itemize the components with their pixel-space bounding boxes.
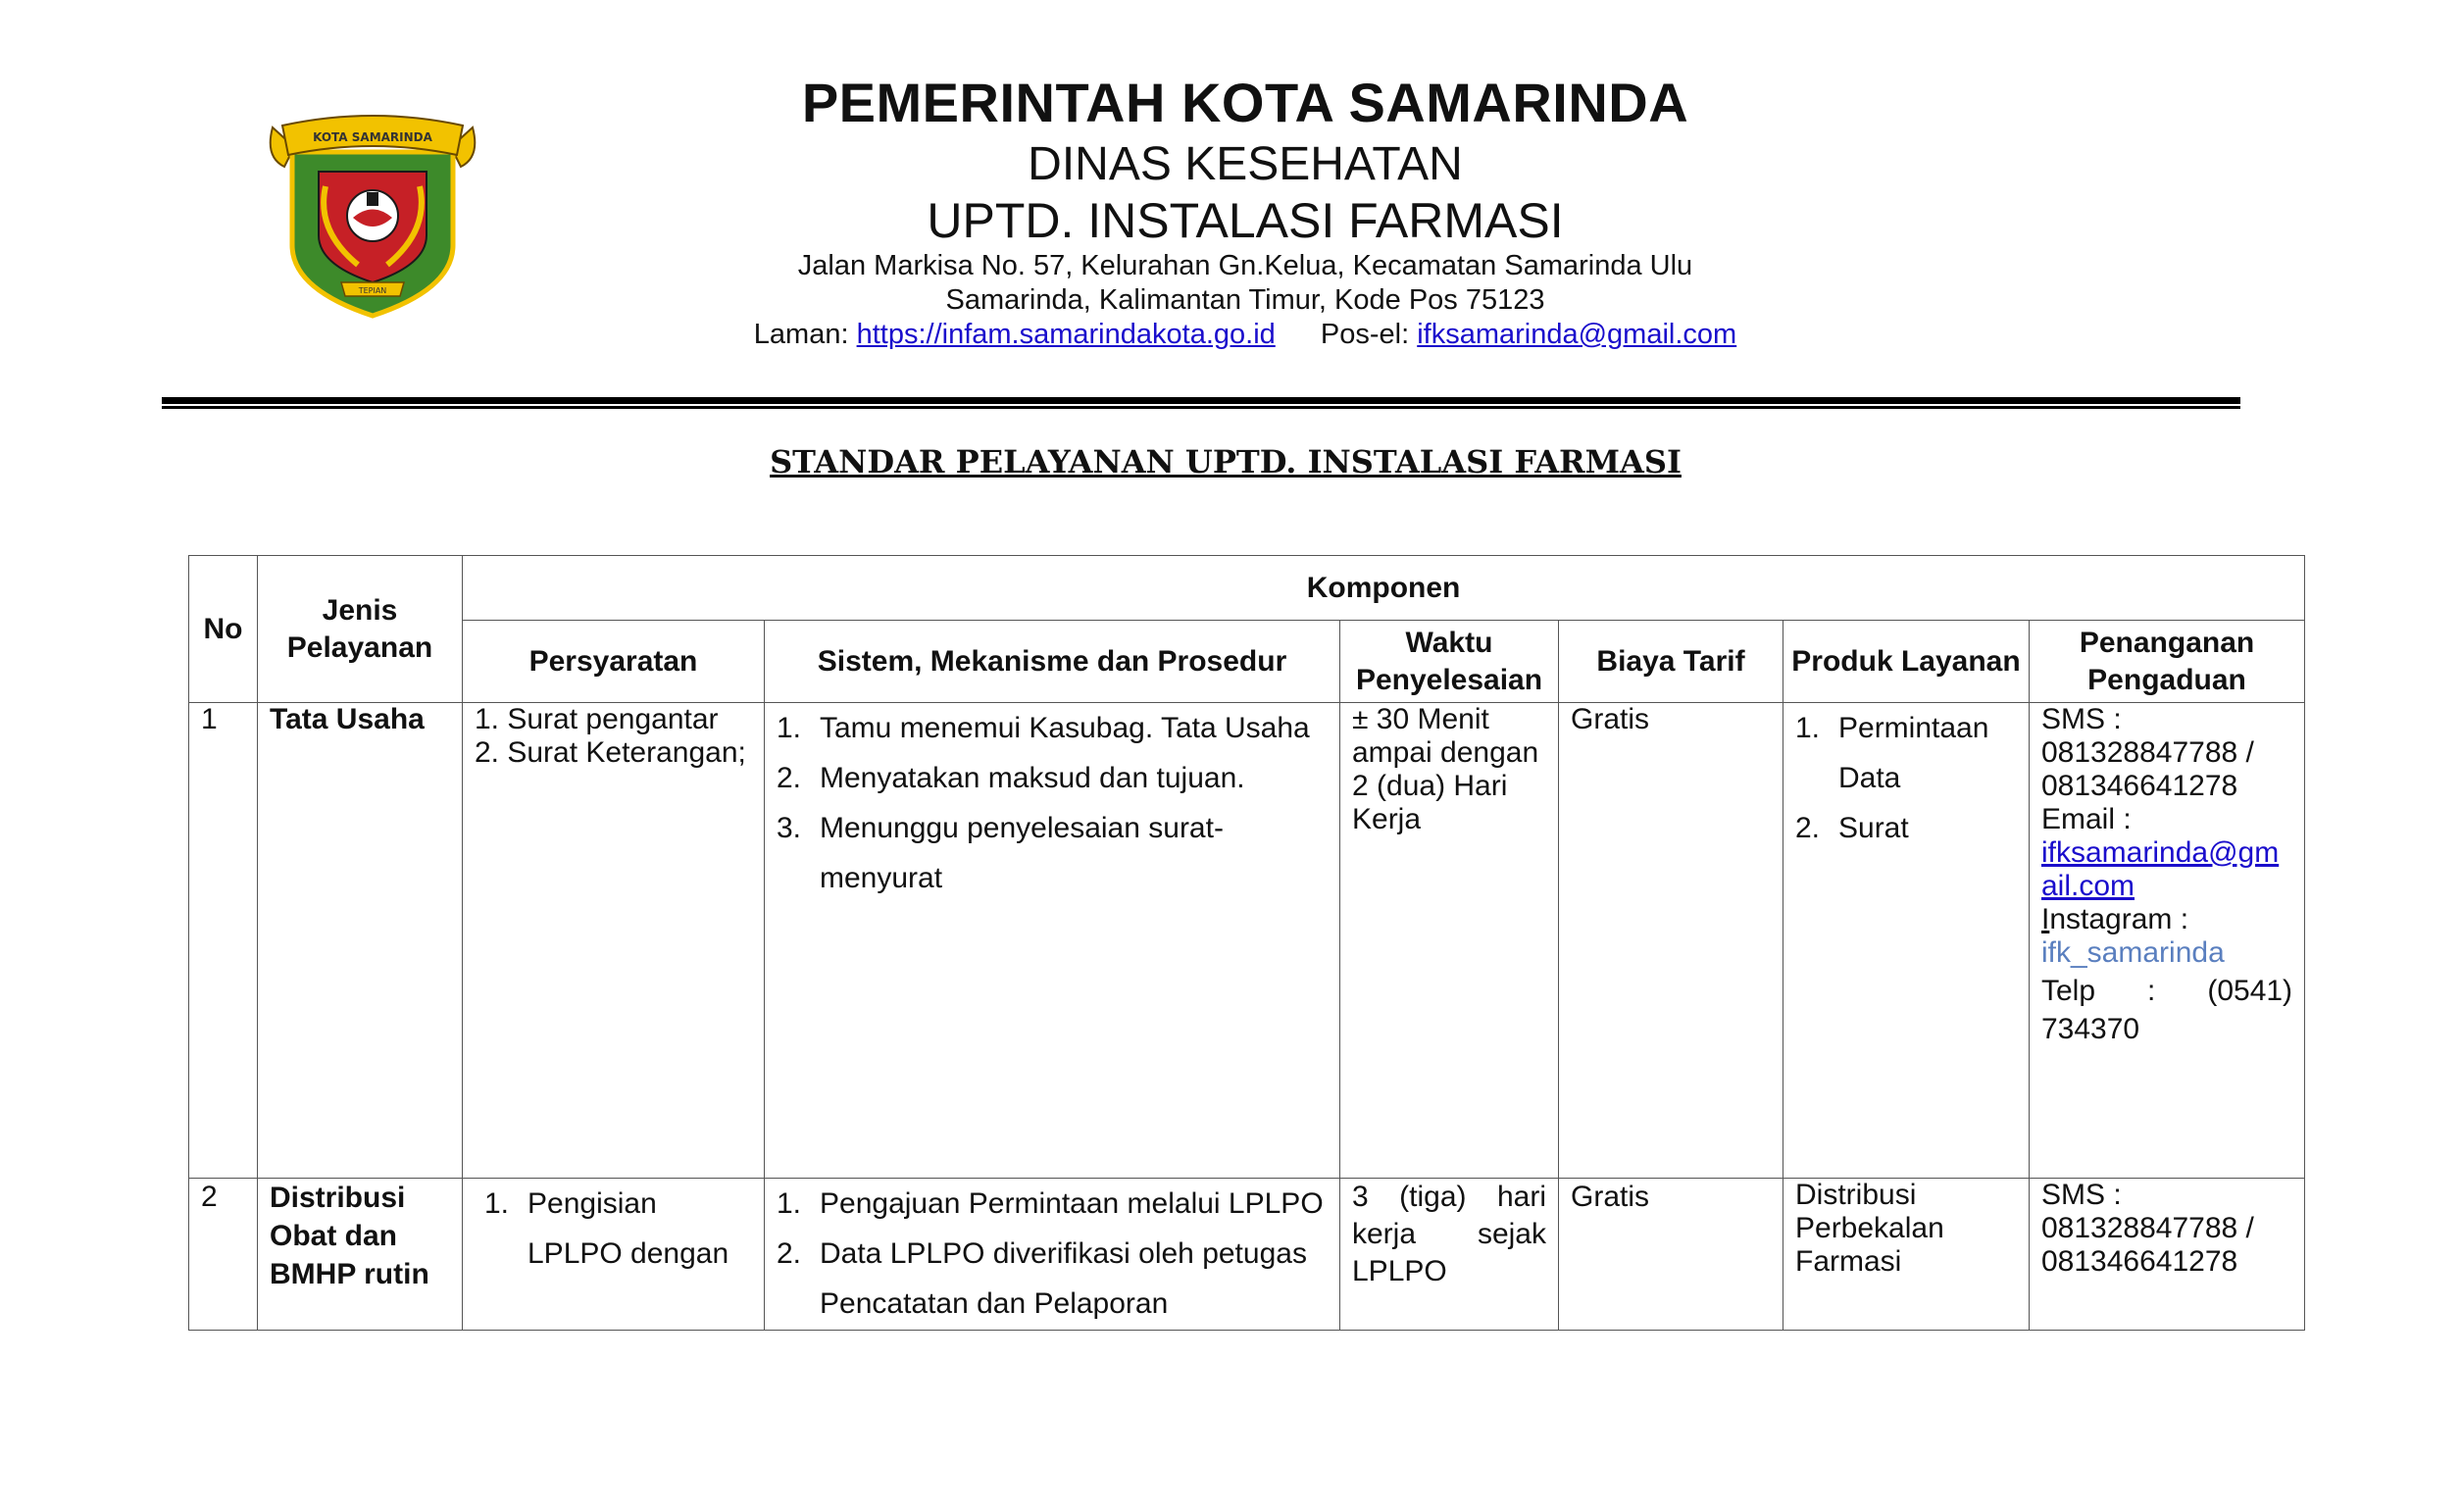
sms-number: 081346641278 — [2041, 770, 2238, 802]
list-item: 2. Surat — [1795, 812, 1909, 844]
sms-label: SMS : — [2041, 1179, 2122, 1211]
cell-jenis: Distribusi Obat dan BMHP rutin — [258, 1179, 463, 1331]
service-standard-table — [188, 555, 2305, 1331]
letterhead-contacts — [667, 318, 1824, 352]
cell-biaya: Gratis — [1559, 1179, 1783, 1331]
letterhead-department: DINAS KESEHATAN — [1028, 138, 1463, 190]
header-no: No — [189, 556, 258, 703]
cell-waktu: ± 30 Menit ampai dengan 2 (dua) Hari Kerja — [1340, 703, 1559, 1179]
header-biaya: Biaya Tarif — [1559, 621, 1783, 703]
telp-number: 734370 — [2041, 1013, 2140, 1045]
list-item: 3. Menunggu penyelesaian surat-menyurat — [777, 812, 1224, 894]
cell-no: 1 — [189, 703, 258, 1179]
cell-persyaratan — [463, 703, 765, 1179]
cell-produk — [1783, 703, 2030, 1179]
cell-pengaduan — [2030, 703, 2305, 1179]
letterhead-address-line2: Samarinda, Kalimantan Timur, Kode Pos 75123 — [945, 284, 1545, 316]
svg-text:KOTA SAMARINDA: KOTA SAMARINDA — [313, 130, 432, 144]
letterhead — [667, 69, 1824, 352]
sms-number: 081328847788 / — [2041, 736, 2254, 769]
email-label: Pos-el: — [1320, 319, 1410, 350]
list-item: 1. Pengisian LPLPO dengan — [484, 1187, 729, 1270]
sms-number: 081346641278 — [2041, 1245, 2238, 1278]
table-row — [189, 703, 2305, 1179]
table-row — [189, 1179, 2305, 1331]
letterhead-divider-thin — [162, 406, 2240, 409]
letterhead-divider-thick — [162, 397, 2240, 404]
email-label: Email : — [2041, 803, 2132, 835]
sms-number: 081328847788 / — [2041, 1212, 2254, 1244]
cell-no: 2 — [189, 1179, 258, 1331]
document-title: STANDAR PELAYANAN UPTD. INSTALASI FARMASI — [770, 443, 1682, 480]
svg-text:TEPIAN: TEPIAN — [358, 286, 387, 295]
telp-line: Telp : (0541) — [2041, 975, 2293, 1007]
cell-sistem — [765, 703, 1340, 1179]
instagram-label: Instagram : — [2041, 903, 2189, 935]
letterhead-government: PEMERINTAH KOTA SAMARINDA — [801, 72, 1689, 133]
header-komponen: Komponen — [463, 556, 2305, 621]
complaint-email-link-cont[interactable]: ail.com — [2041, 870, 2135, 902]
list-item: 2. Data LPLPO diverifikasi oleh petugas Pencatatan dan Pelaporan — [777, 1237, 1307, 1320]
letterhead-address-line1: Jalan Markisa No. 57, Kelurahan Gn.Kelua, Kecamatan Samarinda Ulu — [797, 250, 1693, 281]
header-pengaduan: Penanganan Pengaduan — [2030, 621, 2305, 703]
list-item: 1. Tamu menemui Kasubag. Tata Usaha — [777, 712, 1310, 744]
sms-label: SMS : — [2041, 703, 2122, 735]
email-link[interactable]: ifksamarinda@gmail.com — [1417, 319, 1737, 350]
complaint-email-link[interactable]: ifksamarinda@gm — [2041, 836, 2280, 869]
list-item: 1. Surat pengantar — [475, 703, 719, 735]
cell-waktu: 3 (tiga) hari kerja sejak LPLPO — [1340, 1179, 1559, 1331]
website-link[interactable]: https://infam.samarindakota.go.id — [856, 319, 1276, 350]
cell-pengaduan — [2030, 1179, 2305, 1331]
list-item: 2. Surat Keterangan; — [475, 736, 746, 769]
cell-biaya: Gratis — [1559, 703, 1783, 1179]
website-label: Laman: — [753, 319, 849, 350]
list-item: 2. Menyatakan maksud dan tujuan. — [777, 762, 1245, 794]
instagram-handle[interactable]: ifk_samarinda — [2041, 936, 2225, 969]
cell-produk: Distribusi Perbekalan Farmasi — [1783, 1179, 2030, 1331]
letterhead-unit: UPTD. INSTALASI FARMASI — [927, 193, 1564, 248]
list-item: 1. Pengajuan Permintaan melalui LPLPO — [777, 1187, 1324, 1220]
header-persyaratan: Persyaratan — [463, 621, 765, 703]
kota-samarinda-logo — [265, 108, 480, 324]
header-waktu: Waktu Penyelesaian — [1340, 621, 1559, 703]
cell-persyaratan — [463, 1179, 765, 1331]
header-produk: Produk Layanan — [1783, 621, 2030, 703]
header-sistem: Sistem, Mekanisme dan Prosedur — [765, 621, 1340, 703]
cell-jenis: Tata Usaha — [258, 703, 463, 1179]
cell-sistem — [765, 1179, 1340, 1331]
header-jenis-pelayanan: Jenis Pelayanan — [258, 556, 463, 703]
list-item: 1. Permintaan Data — [1795, 712, 1989, 794]
